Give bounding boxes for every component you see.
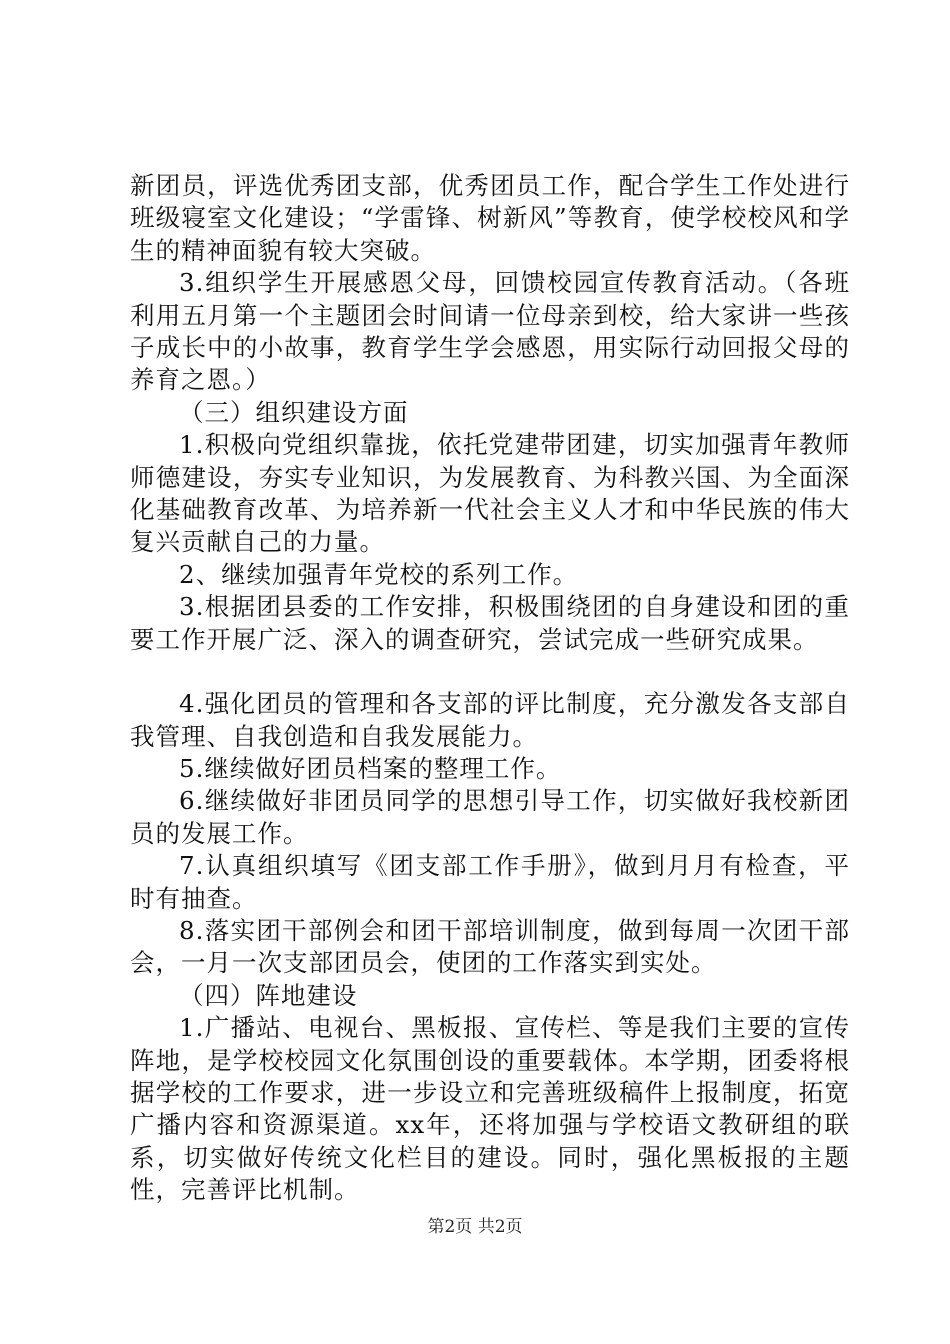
paragraph-item-4-management: 4.强化团员的管理和各支部的评比制度，充分激发各支部自我管理、自我创造和自我发展能力。 xyxy=(130,689,850,751)
paragraph-item-1-broadcast: 1.广播站、电视台、黑板报、宣传栏、等是我们主要的宣传阵地，是学校校园文化氛围创设的重要载体。本学期，团委将根据学校的工作要求，进一步设立和完善班级稿件上报制度，拓宽广播内容和资源渠道。xx年，还将加强与学校语文教研组的联系，切实做好传统文化栏目的建设。同时，强化黑板报的主题性，完善评比机制。 xyxy=(130,1013,850,1205)
paragraph-item-8-meetings: 8.落实团干部例会和团干部培训制度，做到每周一次团干部会，一月一次支部团员会，使团的工作落实到实处。 xyxy=(130,915,850,978)
section-heading-positions: （四）阵地建设 xyxy=(179,980,358,1010)
paragraph-item-1-party: 1.积极向党组织靠拢，依托党建带团建，切实加强青年教师师德建设，夯实专业知识，为发展教育、为科教兴国、为全面深化基础教育改革、为培养新一代社会主义人才和中华民族的伟大复兴贡献自己的力量。 xyxy=(130,430,850,557)
paragraph-item-5-archives: 5.继续做好团员档案的整理工作。 xyxy=(179,753,562,783)
page-number-footer: 第2页 共2页 xyxy=(427,1217,523,1237)
paragraph-item-7-handbook: 7.认真组织填写《团支部工作手册》，做到月月有检查，平时有抽查。 xyxy=(130,851,850,913)
paragraph-continuation: 新团员，评选优秀团支部，优秀团员工作，配合学生工作处进行班级寝室文化建设；“学雷锋、树新风”等教育，使学校校风和学生的精神面貌有较大突破。 xyxy=(130,171,850,265)
paragraph-item-2-party-school: 2、继续加强青年党校的系列工作。 xyxy=(179,559,579,589)
section-heading-organization: （三）组织建设方面 xyxy=(179,397,409,427)
document-body xyxy=(130,170,850,1207)
paragraph-item-3-research: 3.根据团县委的工作安排，积极围绕团的自身建设和团的重要工作开展广泛、深入的调查研究，尝试完成一些研究成果。 xyxy=(130,592,850,654)
paragraph-item-3-gratitude: 3.组织学生开展感恩父母，回馈校园宣传教育活动。（各班利用五月第一个主题团会时间请一位母亲到校，给大家讲一些孩子成长中的小故事，教育学生学会感恩，用实际行动回报父母的养育之恩。） xyxy=(130,268,850,395)
paragraph-item-6-guidance: 6.继续做好非团员同学的思想引导工作，切实做好我校新团员的发展工作。 xyxy=(130,786,850,848)
